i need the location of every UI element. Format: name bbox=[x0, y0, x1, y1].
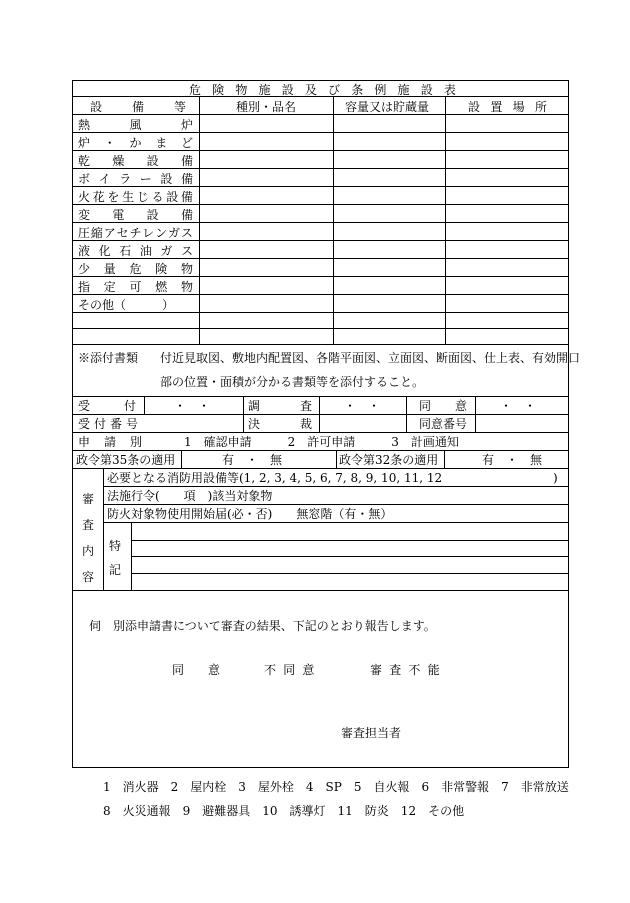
enforcement-order: 法施行令( 項 )該当対象物 bbox=[107, 489, 273, 503]
attachments-label: ※添付書類 bbox=[78, 351, 139, 365]
footer-legend-line2: 8 火災通報 9 避難器具 10 誘導灯 11 防炎 12 その他 bbox=[103, 804, 465, 818]
receipt-label: 受 付 bbox=[78, 399, 136, 413]
equipment-row-label: 圧 縮 ア セ チ レ ン ガ ス bbox=[78, 226, 193, 240]
agree-option[interactable]: 同 意 bbox=[172, 663, 221, 677]
reviewer-label: 審査担当者 bbox=[341, 726, 402, 740]
ord35-label: 政令第35条の適用 bbox=[76, 453, 176, 467]
equipment-row-label: 液 化 石 油 ガ ス bbox=[78, 244, 193, 258]
attachments-line2: 部の位置・面積が分かる書類等を添付すること。 bbox=[160, 375, 425, 389]
header-location: 設 置 場 所 bbox=[468, 100, 547, 114]
application-types[interactable]: 1 確認申請 2 許可申請 3 計画通知 bbox=[184, 435, 459, 449]
consent-no-label: 同意番号 bbox=[419, 417, 468, 431]
header-type: 種別・品名 bbox=[236, 100, 297, 114]
investigation-date[interactable]: ・ ・ bbox=[344, 399, 381, 413]
disagree-option[interactable]: 不同意 bbox=[264, 663, 322, 677]
attachments-line1: 付近見取図、敷地内配置図、各階平面図、立面図、断面図、仕上表、有効開口 bbox=[160, 351, 581, 365]
investigation-label: 調 査 bbox=[248, 399, 312, 413]
equipment-row-label: 乾 燥 設 備 bbox=[78, 154, 193, 168]
equipment-row-label: 熱 風 炉 bbox=[78, 118, 193, 132]
header-capacity: 容量又は貯蔵量 bbox=[345, 100, 430, 114]
review-label: 審 査 内 容 bbox=[81, 492, 94, 584]
form-title: 危 険 物 施 設 及 び 条 例 施 設 表 bbox=[189, 83, 456, 97]
decision-label: 決 裁 bbox=[248, 417, 312, 431]
equipment-row-label: ボ イ ラ ー 設 備 bbox=[78, 172, 193, 186]
consent-label: 同 意 bbox=[419, 399, 467, 413]
ord35-value[interactable]: 有 ・ 無 bbox=[222, 453, 283, 467]
notes-label: 特 記 bbox=[108, 539, 121, 577]
equipment-row-label: 指 定 可 燃 物 bbox=[78, 280, 193, 294]
required-equipment: 必要となる消防用設備等(1, 2, 3, 4, 5, 6, 7, 8, 9, 10, 11, 12 bbox=[107, 471, 443, 485]
application-type-label: 申 請 別 bbox=[78, 435, 142, 449]
footer-legend-line1: 1 消火器 2 屋内栓 3 屋外栓 4 SP 5 自火報 6 非常警報 7 非常放送 bbox=[103, 780, 569, 794]
equipment-row-label: その他（ ） bbox=[78, 298, 175, 312]
header-equipment: 設 備 等 bbox=[90, 100, 186, 114]
report-text: 伺 別添申請書について審査の結果、下記のとおり報告します。 bbox=[89, 619, 436, 633]
equipment-row-label: 火 花 を 生 じ る 設 備 bbox=[78, 190, 193, 204]
equipment-row-label: 変 電 設 備 bbox=[78, 208, 193, 222]
required-equipment-close: ) bbox=[553, 471, 558, 485]
receipt-date[interactable]: ・ ・ bbox=[174, 399, 211, 413]
equipment-row-label: 少 量 危 険 物 bbox=[78, 262, 193, 276]
receipt-no-label: 受 付 番 号 bbox=[78, 417, 138, 431]
start-notice: 防火対象物使用開始届(必・否) 無窓階（有・無） bbox=[107, 507, 393, 521]
equipment-row-label: 炉 ・ か ま ど bbox=[78, 136, 193, 150]
ord32-value[interactable]: 有 ・ 無 bbox=[482, 453, 543, 467]
consent-date[interactable]: ・ ・ bbox=[500, 399, 537, 413]
ord32-label: 政令第32条の適用 bbox=[339, 453, 439, 467]
unable-option[interactable]: 審査不能 bbox=[370, 663, 447, 677]
